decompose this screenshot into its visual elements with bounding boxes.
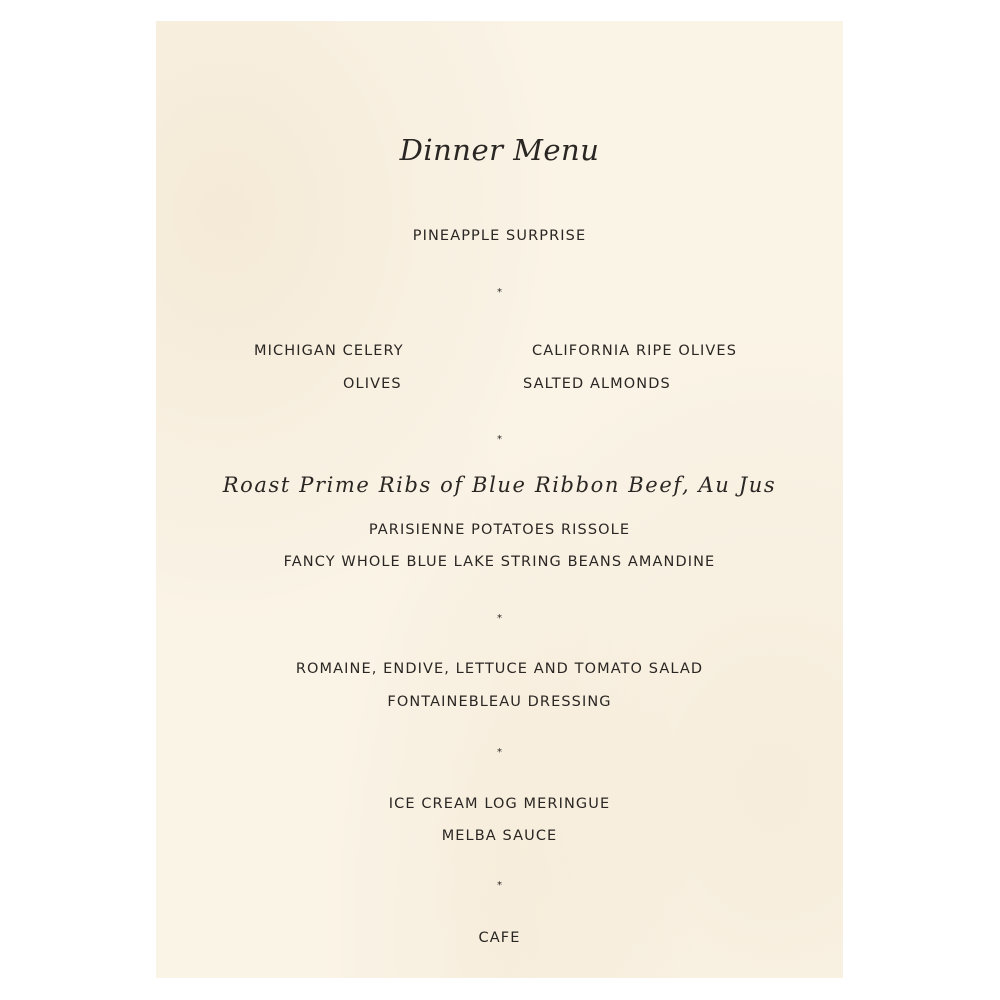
course-appetizer: PINEAPPLE SURPRISE [412,228,587,244]
dessert-line: ICE CREAM LOG MERINGUE [388,796,611,812]
separator-star: * [497,434,502,445]
relish-olives: OLIVES [343,376,402,392]
entree-side-string-beans: FANCY WHOLE BLUE LAKE STRING BEANS AMANDINE [283,554,716,570]
separator-star: * [497,747,502,758]
dessert-sauce: MELBA SAUCE [441,828,558,844]
relish-california-ripe-olives: CALIFORNIA RIPE OLIVES [532,343,737,359]
separator-star: * [497,880,502,891]
beverage-cafe: CAFE [478,930,521,946]
salad-line: ROMAINE, ENDIVE, LETTUCE AND TOMATO SALAD [295,661,704,677]
menu-title: Dinner Menu [399,133,600,167]
separator-star: * [497,287,502,298]
relish-salted-almonds: SALTED ALMONDS [523,376,671,392]
entree-side-potatoes: PARISIENNE POTATOES RISSOLE [368,522,631,538]
menu-card [156,21,843,978]
salad-dressing: FONTAINEBLEAU DRESSING [387,694,612,710]
relish-michigan-celery: MICHIGAN CELERY [254,343,404,359]
entree-title: Roast Prime Ribs of Blue Ribbon Beef, Au Jus [222,473,777,497]
separator-star: * [497,613,502,624]
